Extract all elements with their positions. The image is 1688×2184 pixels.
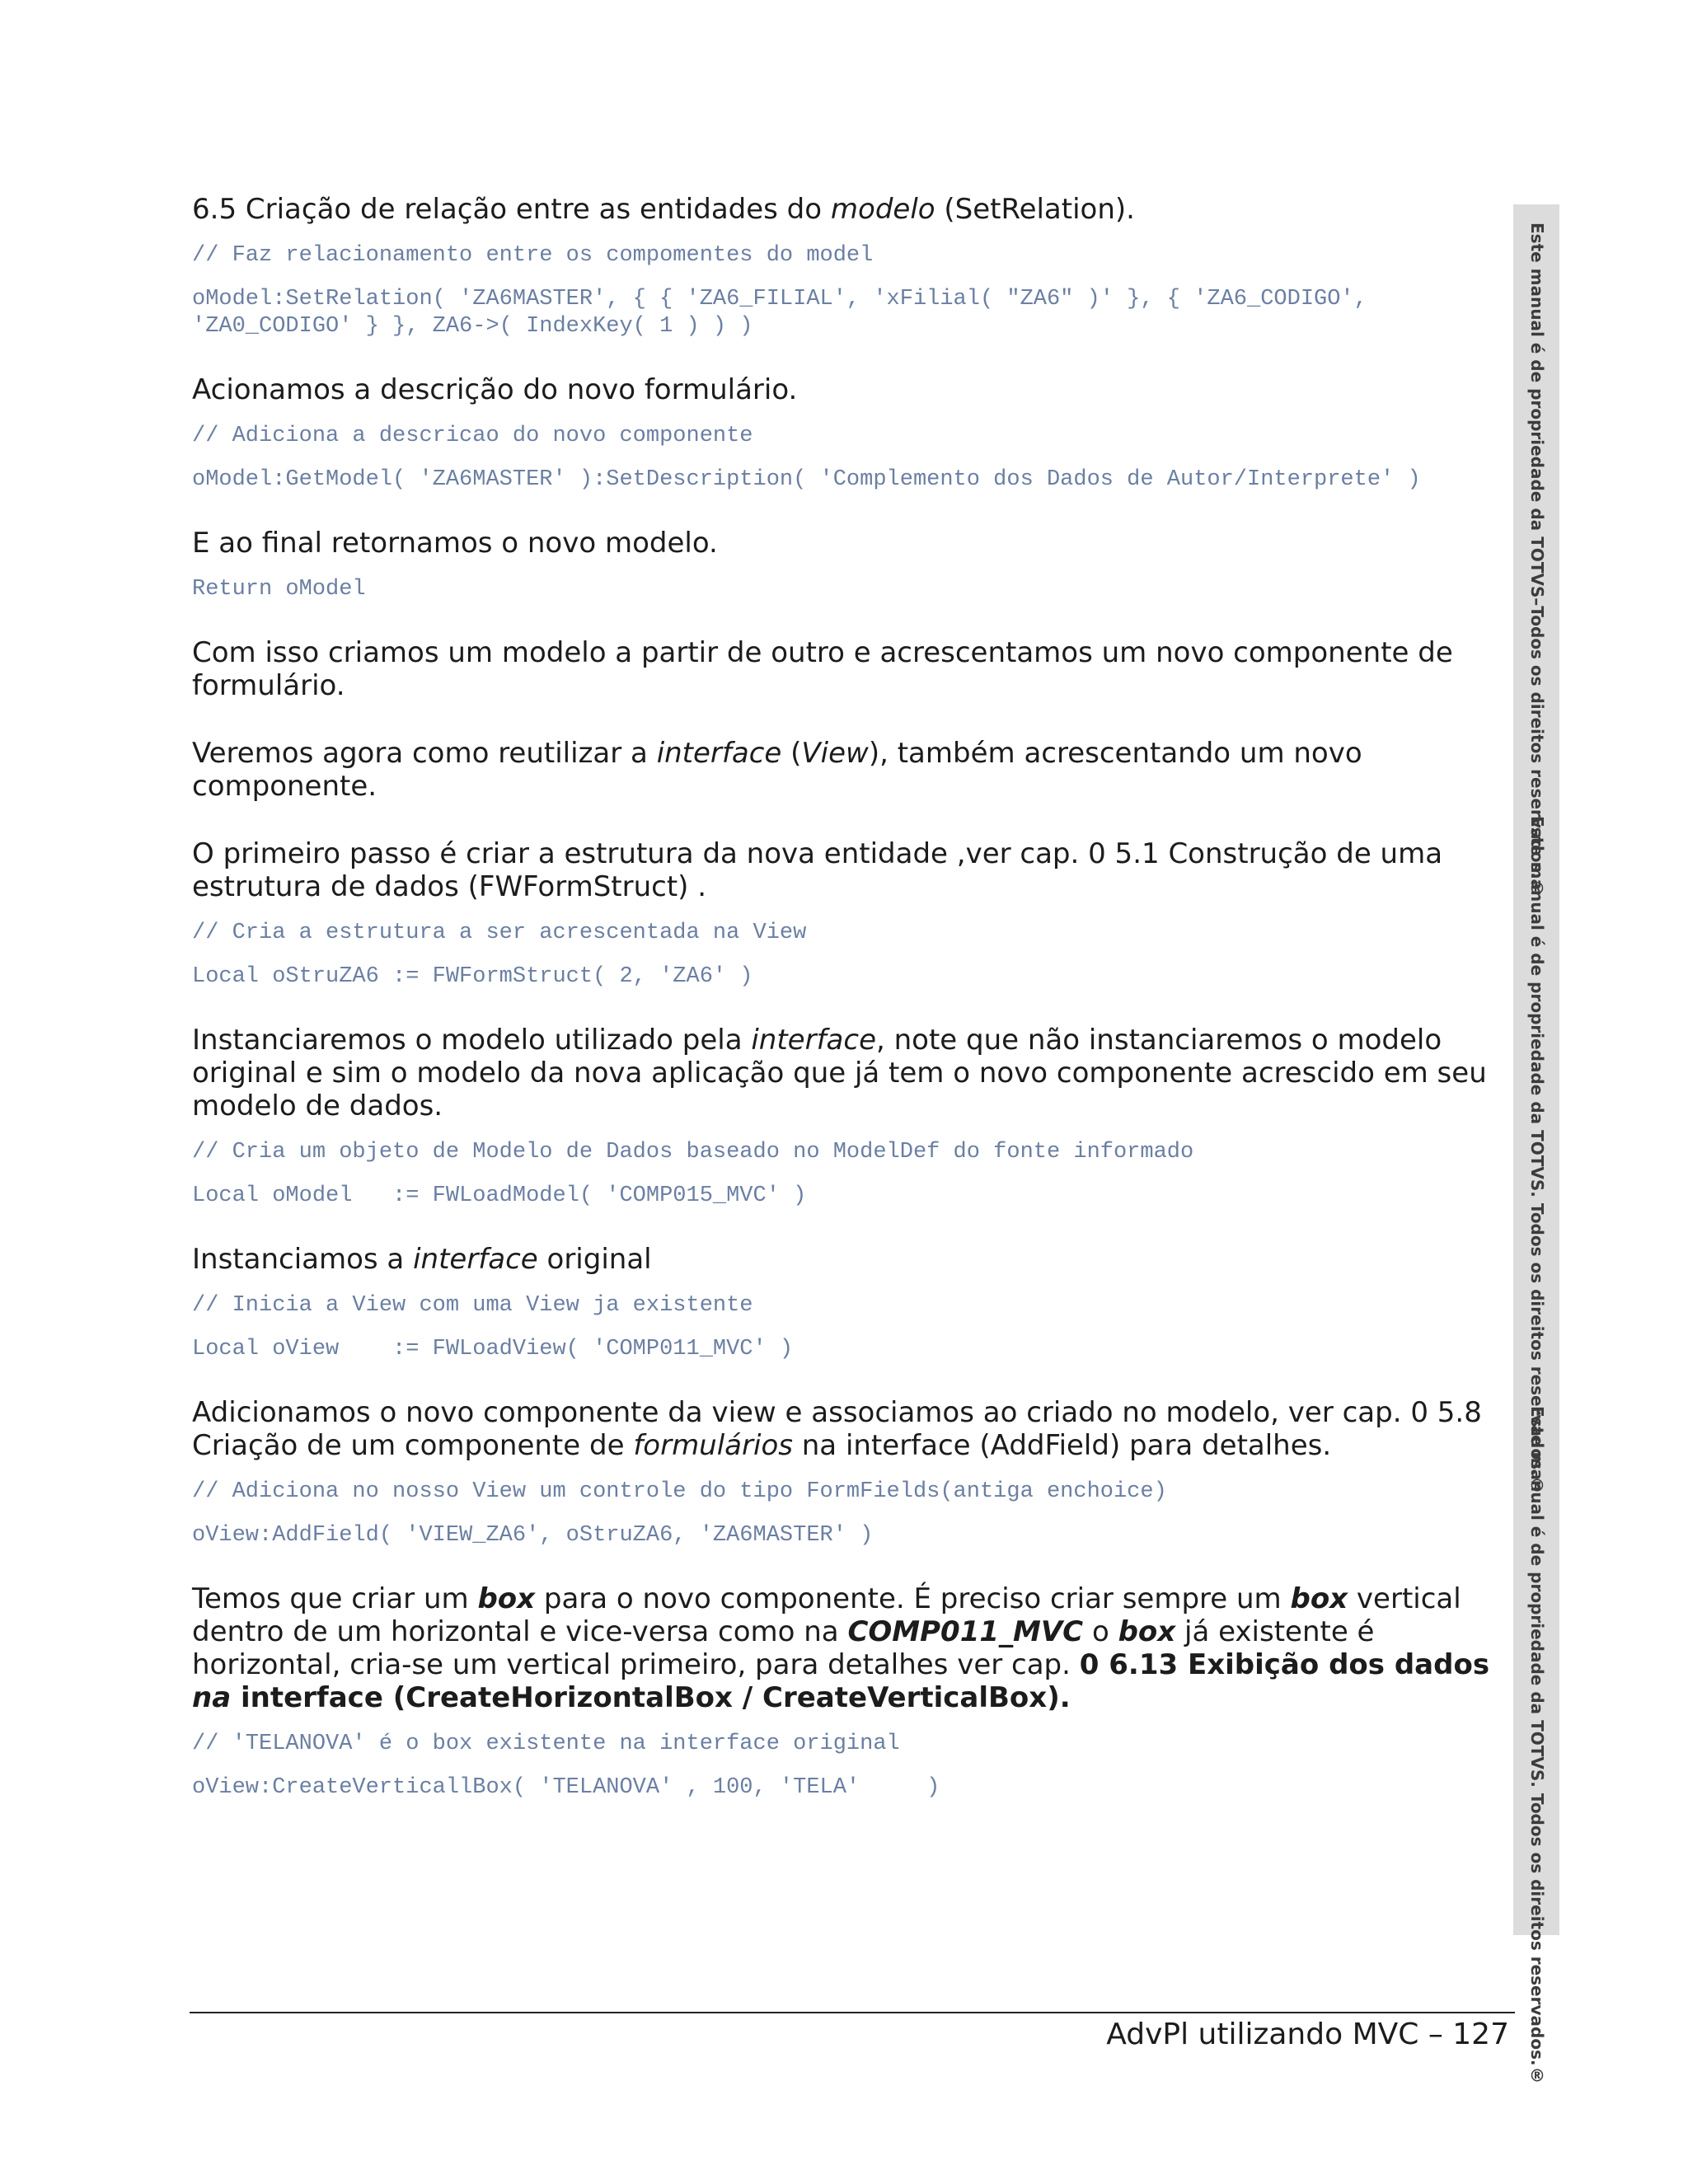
- paragraph: Temos que criar um box para o novo componente. É preciso criar sempre um box vertical dentro de um horizontal e vice-versa como na COMP011_MVC o box já existente é horizontal, cria-se um vertical primeiro, para detalhes ver cap. 0 6.13 Exibição dos dados na interface (CreateHorizontalBox / CreateVerticalBox).: [192, 1582, 1490, 1714]
- heading-text: 6.5 Criação de relação entre as entidades do: [192, 193, 831, 226]
- page-footer: AdvPl utilizando MVC – 127: [1106, 2018, 1509, 2051]
- document-body: [192, 193, 1519, 1835]
- code-line: oView:CreateVerticallBox( 'TELANOVA' , 100, 'TELA' ): [192, 1775, 940, 1800]
- paragraph: O primeiro passo é criar a estrutura da nova entidade ,ver cap. 0 5.1 Construção de uma estrutura de dados (FWFormStruct) .: [192, 837, 1443, 903]
- code-comment: // 'TELANOVA' é o box existente na interface original: [192, 1732, 900, 1756]
- paragraph: Com isso criamos um modelo a partir de outro e acrescentamos um novo componente de formulário.: [192, 636, 1453, 702]
- code-line: Local oStruZA6 := FWFormStruct( 2, 'ZA6' ): [192, 964, 753, 989]
- copyright-notice: Este manual é de propriedade da TOTVS–Todos os direitos reservados.®: [1527, 223, 1547, 899]
- code-line: Local oView := FWLoadView( 'COMP011_MVC' ): [192, 1337, 794, 1361]
- code-line: oModel:GetModel( 'ZA6MASTER' ):SetDescription( 'Complemento dos Dados de Autor/Interprete' ): [192, 467, 1421, 492]
- code-comment: // Adiciona a descricao do novo componente: [192, 424, 753, 448]
- code-line: oView:AddField( 'VIEW_ZA6', oStruZA6, 'ZA6MASTER' ): [192, 1523, 874, 1548]
- paragraph: Acionamos a descrição do novo formulário.: [192, 373, 798, 406]
- heading-italic: modelo: [830, 193, 935, 226]
- code-comment: // Inicia a View com uma View ja existente: [192, 1293, 753, 1318]
- paragraph: Veremos agora como reutilizar a interface (View), também acrescentando um novo componente.: [192, 737, 1362, 803]
- code-comment: // Adiciona no nosso View um controle do tipo FormFields(antiga enchoice): [192, 1479, 1167, 1504]
- code-line: Local oModel := FWLoadModel( 'COMP015_MVC' ): [192, 1183, 807, 1208]
- code-line: oModel:SetRelation( 'ZA6MASTER', { { 'ZA6_FILIAL', 'xFilial( "ZA6" )' }, { 'ZA6_CODIGO',: [192, 287, 1367, 312]
- footer-divider: [190, 2012, 1515, 2013]
- heading-text-end: (SetRelation).: [935, 193, 1135, 226]
- section-heading: [192, 193, 1519, 226]
- code-comment: // Cria a estrutura a ser acrescentada na View: [192, 921, 807, 945]
- code-block: [192, 286, 1519, 340]
- code-comment: // Cria um objeto de Modelo de Dados baseado no ModelDef do fonte informado: [192, 1140, 1194, 1165]
- code-comment: // Faz relacionamento entre os compomentes do model: [192, 243, 874, 268]
- paragraph: E ao final retornamos o novo modelo.: [192, 527, 718, 560]
- code-line: 'ZA0_CODIGO' } }, ZA6->( IndexKey( 1 ) ) ): [192, 314, 753, 339]
- copyright-notice: Este manual é de propriedade da TOTVS. Todos os direitos reservados.®: [1527, 816, 1547, 1496]
- paragraph: Adicionamos o novo componente da view e associamos ao criado no modelo, ver cap. 0 5.8 Criação de um componente de formulários na interface (AddField) para detalhes.: [192, 1396, 1482, 1462]
- code-line: Return oModel: [192, 577, 366, 602]
- copyright-notice: Este manual é de propriedade da TOTVS. Todos os direitos reservados.®: [1527, 1406, 1547, 2086]
- paragraph: Instanciaremos o modelo utilizado pela interface, note que não instanciaremos o modelo original e sim o modelo da nova aplicação que já tem o novo componente acrescido em seu modelo de dados.: [192, 1024, 1487, 1122]
- paragraph: Instanciamos a interface original: [192, 1243, 652, 1276]
